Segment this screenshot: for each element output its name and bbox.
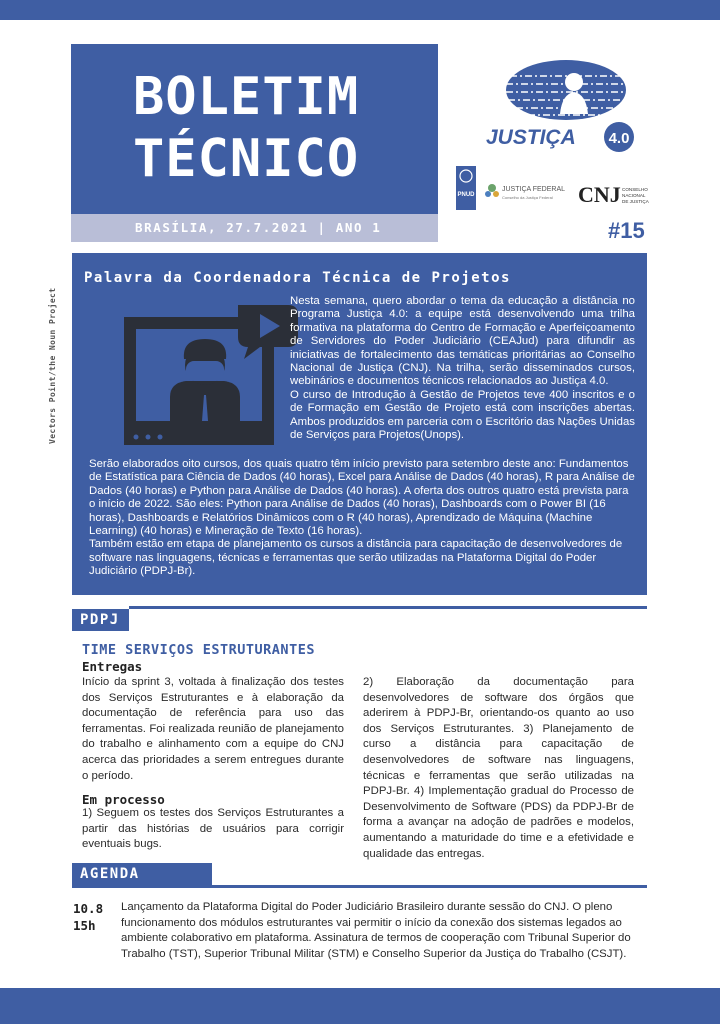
- date-line: BRASÍLIA, 27.7.2021 | ANO 1: [135, 220, 382, 235]
- date-band: [71, 214, 438, 242]
- pdpj-right-column-text: 2) Elaboração da documentação para desenvolvedores de software dos órgãos que aderirem à PDPJ-Br, orientando-os quanto ao uso dos Serviços Estruturantes. 3) Planejamento de curso a distância para capacitação de desenvolvedores de software nas linguagens, técnicas e ferramentas que serão utilizadas na PDPJ-Br. 4) Implementação gradual do Processo de Desenvolvimento de Software (PDS) da PDPJ-Br de forma a avançar na adoção de padrões e modelos, aumentando a maturidade do time e a efetividade e qualidade das entregas.: [363, 676, 634, 860]
- pnud-text: PNUD: [457, 192, 475, 198]
- deliveries-text: Início da sprint 3, voltada à finalização dos testes dos Serviços Estruturantes e à elaboração da documentação de referência para uso das ferramentas. Foi realizada reunião de planejamento do trabalho e alinhamento com a equipe do CNJ acerca das prioridades a serem entregues durante o período.: [82, 676, 344, 782]
- cnj-subtext-1: CONSELHO: [622, 187, 648, 192]
- pdpj-header-rule: [129, 606, 647, 609]
- bottom-color-bar: [0, 988, 720, 1024]
- online-education-icon: [120, 299, 300, 447]
- team-title: TIME SERVIÇOS ESTRUTURANTES: [82, 642, 315, 658]
- agenda-time: 15h: [73, 918, 96, 933]
- image-credit-text: Vectors Point/the Noun Project: [48, 287, 57, 444]
- agenda-datetime: [73, 900, 103, 934]
- justica-federal-text: JUSTIÇA FEDERAL: [502, 186, 566, 193]
- title-line-2: TÉCNICO: [133, 129, 360, 189]
- agenda-date: 10.8: [73, 901, 104, 916]
- partner-logos: [456, 164, 656, 214]
- coordinator-paragraphs-1-2: [290, 295, 635, 442]
- justica-federal-logo-icon: [485, 184, 499, 197]
- title-block: [71, 44, 438, 214]
- pnud-logo-icon: [456, 166, 476, 210]
- top-color-bar: [0, 0, 720, 20]
- logo-globe-icon: [506, 60, 626, 120]
- cnj-subtext-2: NACIONAL: [622, 193, 646, 198]
- justica-4-0-logo: [484, 54, 640, 154]
- coordinator-title: Palavra da Coordenadora Técnica de Projetos: [84, 270, 511, 286]
- cnj-logo: CNJ: [578, 182, 621, 207]
- agenda-header-rule: [72, 885, 647, 888]
- pdpj-section-title: PDPJ: [80, 612, 120, 628]
- deliveries-heading: Entregas: [82, 659, 143, 674]
- agenda-section-title: AGENDA: [80, 866, 140, 882]
- in-progress-heading: Em processo: [82, 792, 165, 807]
- logo-version: 4.0: [608, 130, 630, 147]
- coordinator-paragraphs-3-4: [89, 458, 637, 579]
- coordinator-paragraph-4: Também estão em etapa de planejamento os cursos a distância para capacitação de desenvolvedores de software nas linguagens, técnicas e ferramentas que serão utilizadas na Plataforma Digital do Poder Judiciário (PDPJ-Br).: [89, 538, 623, 578]
- title-line-1: BOLETIM: [133, 67, 360, 127]
- agenda-section-header: [72, 863, 212, 885]
- coordinator-paragraph-2: O curso de Introdução à Gestão de Projetos teve 400 inscritos e o de Formação em Gestão de Projeto está com inscrições abertas. Ambos produzidos em parceria com o Escritório das Nações Unidas de Serviços para Projetos(Unops).: [290, 388, 635, 442]
- in-progress-text: 1) Seguem os testes dos Serviços Estruturantes a partir das histórias de usuários para corrigir eventuais bugs.: [82, 807, 344, 851]
- logo-wordmark: JUSTIÇA: [486, 126, 576, 149]
- coordinator-message-box: [72, 253, 647, 595]
- pdpj-section-header: [72, 609, 129, 631]
- cnj-subtext-3: DE JUSTIÇA: [622, 199, 649, 204]
- coordinator-paragraph-1: Nesta semana, quero abordar o tema da educação a distância no Programa Justiça 4.0: a equipe está desenvolvendo uma trilha formativa na plataforma do Centro de Formação e Aperfeiçoamento de Servidores do Poder Judiciário (CEAJud) para difundir as iniciativas de fortalecimento das temáticas prioritárias ao Conselho Nacional de Justiça (CNJ). Na trilha, serão disseminados cursos, webinários e documentos técnicos relacionados ao Justiça 4.0.: [290, 295, 635, 388]
- image-credit: [48, 287, 57, 445]
- coordinator-paragraph-3: Serão elaborados oito cursos, dos quais quatro têm início previsto para setembro deste ano: Fundamentos de Estatística para Ciência de Dados (40 horas), Excel para Análise de Dados (40 horas), R para Análise de Dados (40 horas) e Python para Análise de Dados (40 horas). A oferta dos outros quatro está prevista para o início de 2022. São eles: Python para Análise de Dados (40 horas), Dashboards com o Power BI (16 horas), Dashboards e Relatórios Dinâmicos com o R (40 horas), Aprendizado de Máquina (Machine Learning) (40 horas) e Mineração de Texto (16 horas).: [89, 458, 635, 538]
- agenda-text: Lançamento da Plataforma Digital do Poder Judiciário Brasileiro durante sessão do CNJ. O pleno funcionamento dos módulos estruturantes vai permitir o início da conexão dos sistemas legados ao ambiente colaborativo em plataforma. Assinatura de termos de cooperação com Tribunal Superior do Trabalho (TST), Superior Tribunal Militar (STM) e Conselho Superior da Justiça do Trabalho (CSJT).: [121, 901, 631, 960]
- justica-federal-subtext: Conselho da Justiça Federal: [502, 195, 553, 200]
- issue-number: #15: [608, 218, 645, 243]
